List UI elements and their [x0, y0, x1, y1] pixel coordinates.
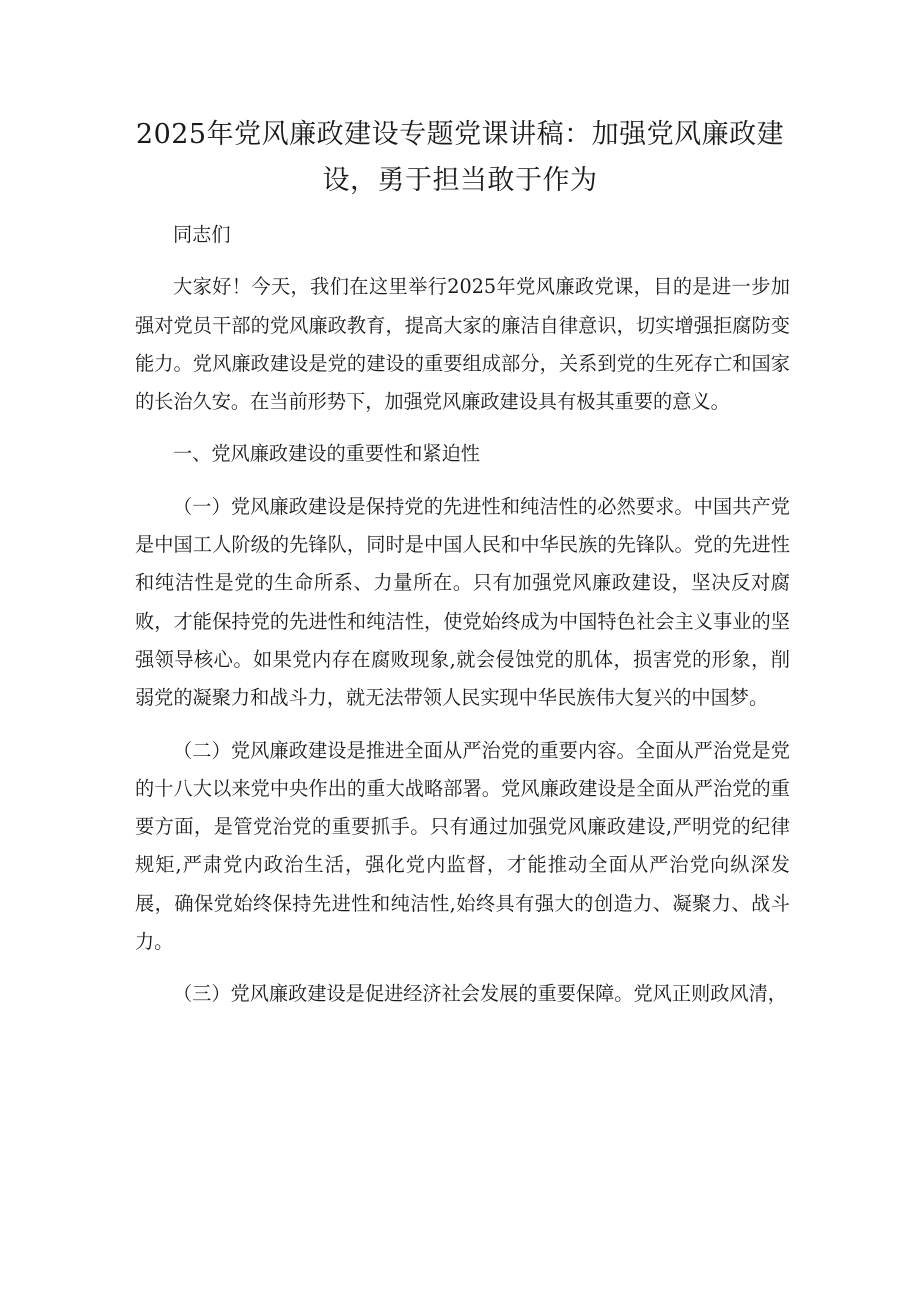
paragraph-point-2: （二）党风廉政建设是推进全面从严治党的重要内容。全面从严治党是党的十八大以来党中央作出的重大战略部署。党风廉政建设是全面从严治党的重要方面，是管党治党的重要抓手。只有通过加强党风廉政建设,严明党的纪律规矩,严肃党内政治生活，强化党内监督，才能推动全面从严治党向纵深发展，确保党始终保持先进性和纯洁性,始终具有强大的创造力、凝聚力、战斗力。: [135, 738, 790, 954]
paragraph-point-3: （三）党风廉政建设是促进经济社会发展的重要保障。党风正则政风清，: [173, 982, 787, 1006]
section-heading: 一、党风廉政建设的重要性和紧迫性: [173, 442, 480, 466]
paragraph-intro: 大家好！今天，我们在这里举行2025年党风廉政党课，目的是进一步加强对党员干部的党风廉政教育，提高大家的廉洁自律意识，切实增强拒腐防变能力。党风廉政建设是党的建设的重要组成部分，关系到党的生死存亡和国家的长治久安。在当前形势下，加强党风廉政建设具有极其重要的意义。: [135, 275, 790, 414]
document-title: 2025年党风廉政建设专题党课讲稿：加强党风廉政建设，勇于担当敢于作为: [135, 119, 785, 196]
document-body: [135, 216, 790, 1028]
paragraph-point-1: （一）党风廉政建设是保持党的先进性和纯洁性的必然要求。中国共产党是中国工人阶级的先锋队，同时是中国人民和中华民族的先锋队。党的先进性和纯洁性是党的生命所系、力量所在。只有加强党风廉政建设，坚决反对腐败，才能保持党的先进性和纯洁性，使党始终成为中国特色社会主义事业的坚强领导核心。如果党内存在腐败现象,就会侵蚀党的肌体，损害党的形象，削弱党的凝聚力和战斗力，就无法带领人民实现中华民族伟大复兴的中国梦。: [135, 494, 790, 710]
greeting: 同志们: [173, 223, 231, 246]
